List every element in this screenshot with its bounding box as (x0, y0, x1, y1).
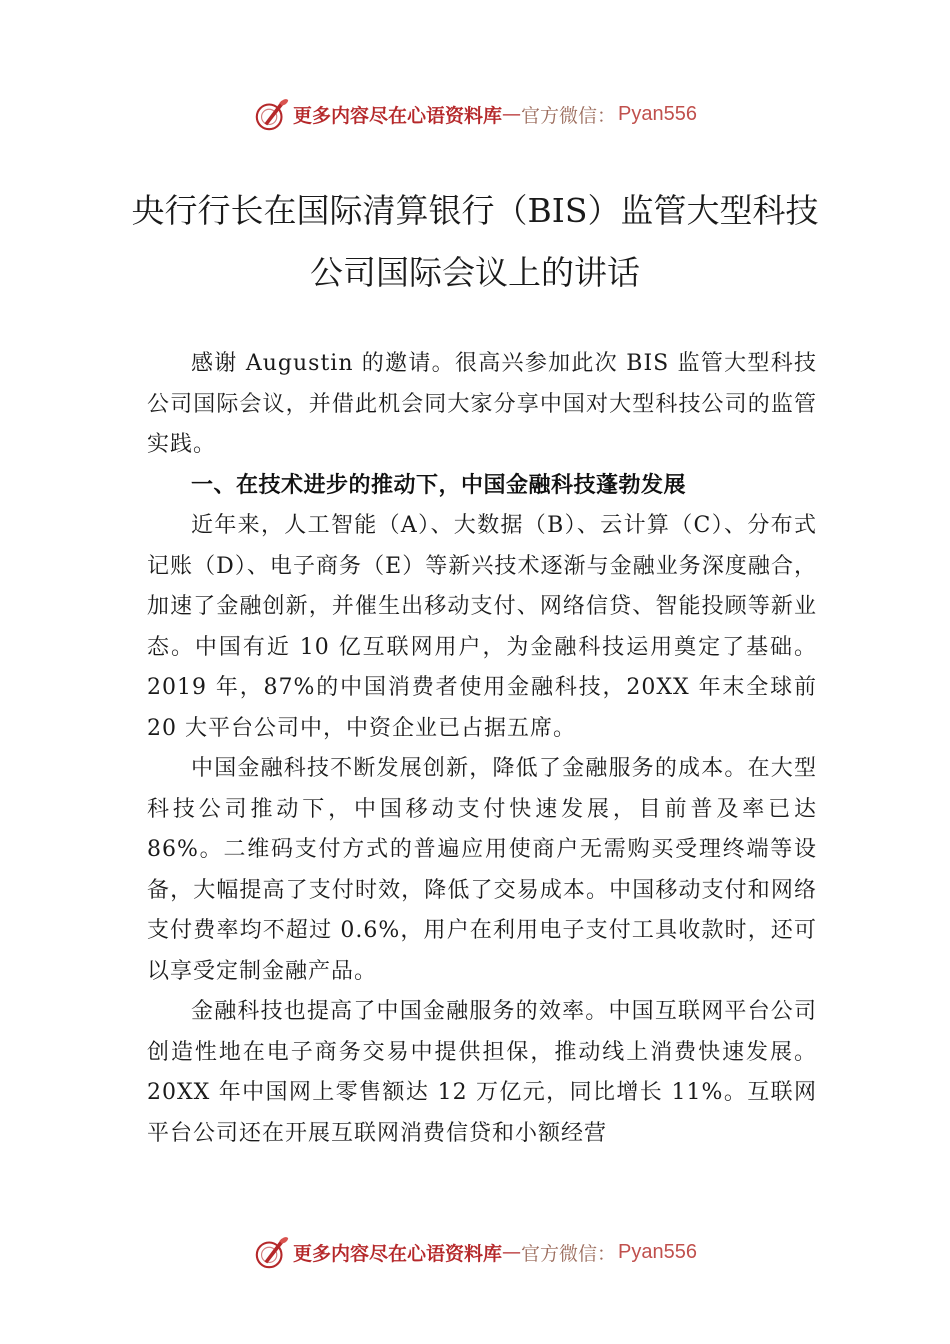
paragraph: 金融科技也提高了中国金融服务的效率。中国互联网平台公司创造性地在电子商务交易中提供担保，推动线上消费快速发展。20XX 年中国网上零售额达 12 万亿元，同比增长 11%。互联网平台公司还在开展互联网消费信贷和小额经营 (147, 999, 817, 1146)
banner-wechat-label: 官方微信： (521, 1242, 617, 1265)
banner-dash: — (502, 103, 522, 125)
paragraph: 感谢 Augustin 的邀请。很高兴参加此次 BIS 监管大型科技公司国际会议，并借此机会同大家分享中国对大型科技公司的监管实践。 (147, 351, 817, 457)
footer-banner[interactable] (0, 1232, 950, 1272)
document-title: 央行行长在国际清算银行（BIS）监管大型科技公司国际会议上的讲话 (131, 191, 819, 292)
banner-dash: — (502, 1241, 522, 1263)
banner-wechat-label: 官方微信： (521, 104, 617, 127)
quill-pen-logo-icon (253, 95, 291, 133)
paragraph: 近年来，人工智能（A）、大数据（B）、云计算（C）、分布式记账（D）、电子商务（E）等新兴技术逐渐与金融业务深度融合，加速了金融创新，并催生出移动支付、网络信贷、智能投顾等新业态。中国有近 10 亿互联网用户，为金融科技运用奠定了基础。2019 年，87%的中国消费者使用金融科技，20XX 年末全球前 20 大平台公司中，中资企业已占据五席。 (147, 513, 817, 741)
banner-text: 更多内容尽在心语资料库 (293, 1242, 503, 1265)
quill-pen-logo-icon (253, 1233, 291, 1271)
document-body (147, 344, 817, 1154)
banner-wechat-id: Pyan556 (618, 1240, 697, 1263)
header-banner[interactable] (0, 94, 950, 134)
banner-text: 更多内容尽在心语资料库 (293, 104, 503, 127)
paragraph: 中国金融科技不断发展创新，降低了金融服务的成本。在大型科技公司推动下，中国移动支付快速发展，目前普及率已达 86%。二维码支付方式的普遍应用使商户无需购买受理终端等设备，大幅提高了支付时效，降低了交易成本。中国移动支付和网络支付费率均不超过 0.6%，用户在利用电子支付工具收款时，还可以享受定制金融产品。 (147, 756, 817, 984)
section-heading: 一、在技术进步的推动下，中国金融科技蓬勃发展 (191, 472, 687, 498)
banner-wechat-id: Pyan556 (618, 102, 697, 125)
